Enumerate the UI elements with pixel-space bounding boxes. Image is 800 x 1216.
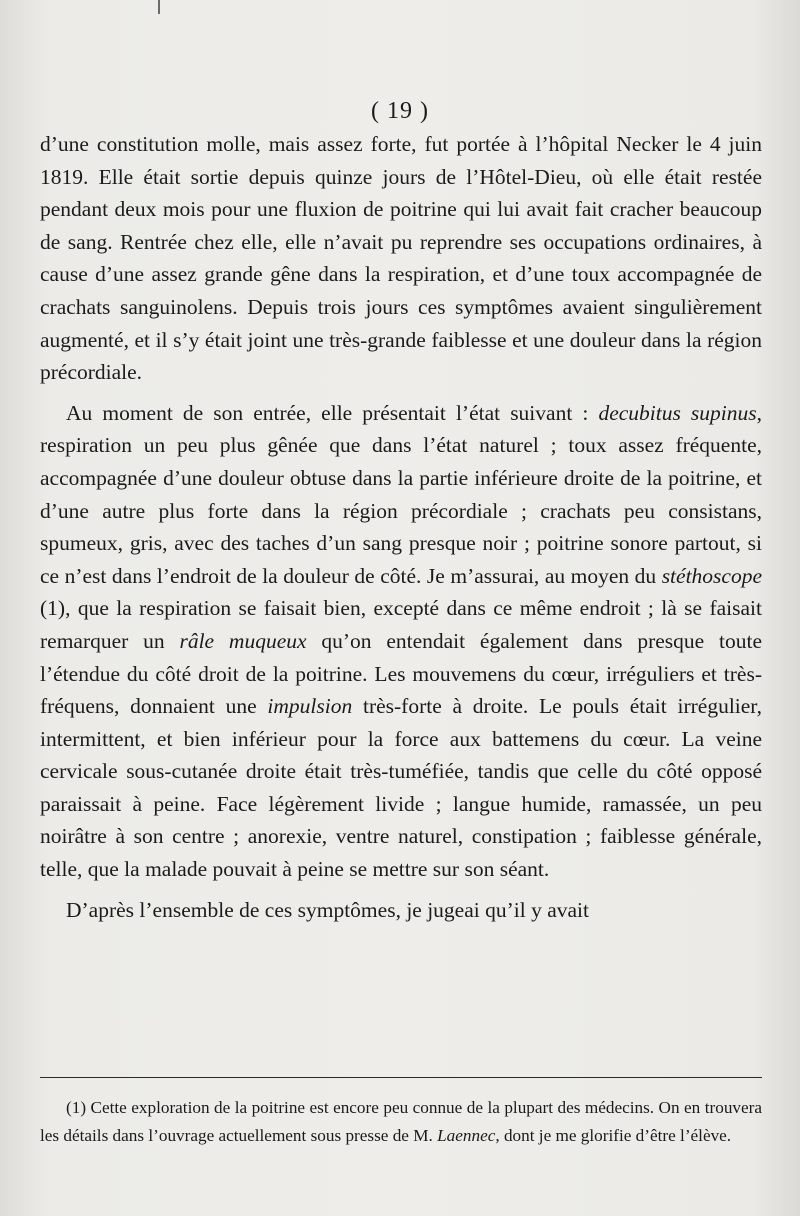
text-italic-run: stéthoscope xyxy=(661,563,762,588)
paragraph-2 xyxy=(40,397,762,886)
text-italic-run: decubitus supinus xyxy=(598,400,757,425)
footnote-run: (1) Cette exploration de la poitrine est encore peu connue de la plupart des médecins. On en trouvera les détails dans l’ouvrage actuellement sous presse de M. xyxy=(40,1098,762,1145)
footnote-run: , dont je me glorifie d’être l’élève. xyxy=(495,1125,732,1145)
text-italic-run: râle muqueux xyxy=(179,628,307,653)
text-italic-run: impulsion xyxy=(267,694,353,719)
text-run: (1), que la respiration se faisait bien, excepté dans ce même endroit ; là se faisait remarquer un xyxy=(40,596,762,653)
paragraph-1 xyxy=(40,128,762,389)
footnote-italic-run: Laennec xyxy=(437,1125,496,1145)
gutter-mark xyxy=(158,0,160,14)
text-run: , respiration un peu plus gênée que dans l’état naturel ; toux assez fréquente, accompagnée d’une douleur obtuse dans la partie inférieure droite de la poitrine, et d’une autre plus forte dans la région précordiale ; crachats peu consistans, spumeux, gris, avec des taches d’un sang presque noir ; poitrine sonore partout, si ce n’est dans l’endroit de la douleur de côté. Je m’assurai, au moyen du xyxy=(40,400,762,588)
page-number: ( 19 ) xyxy=(371,98,429,124)
paragraph-3 xyxy=(40,894,762,927)
text-run: très-forte à droite. Le pouls était irrégulier, intermittent, et bien inférieur pour la force aux battemens du cœur. La veine cervicale sous-cutanée droite était très-tuméfiée, tandis que celle du côté opposé paraissait à peine. Face légèrement livide ; langue humide, ramassée, un peu noirâtre à son centre ; anorexie, ventre naturel, constipation ; faiblesse générale, telle, que la malade pouvait à peine se mettre sur son séant. xyxy=(40,694,762,882)
footnote xyxy=(40,1094,762,1149)
text-run: qu’on entendait également dans presque toute l’étendue du côté droit de la poitrine. Les mouvemens du cœur, irréguliers et très-fréquens, donnaient une xyxy=(40,628,762,719)
text-run: Au moment de son entrée, elle présentait l’état suivant : xyxy=(66,400,599,425)
text-run: D’après l’ensemble de ces symptômes, je jugeai qu’il y avait xyxy=(66,897,590,922)
footnote-text xyxy=(40,1094,762,1149)
text-run: d’une constitution molle, mais assez forte, fut portée à l’hôpital Necker le 4 juin 1819. Elle était sortie depuis quinze jours de l’Hôtel-Dieu, où elle était restée pendant deux mois pour une fluxion de poitrine qui lui avait fait cracher beaucoup de sang. Rentrée chez elle, elle n’avait pu reprendre ses occupations ordinaires, à cause d’une assez grande gêne dans la respiration, et d’une toux accompagnée de crachats sanguinolens. Depuis trois jours ces symptômes avaient singulièrement augmenté, et il s’y était joint une très-grande faiblesse et une douleur dans la région précordiale. xyxy=(40,132,762,385)
body-text xyxy=(40,128,762,926)
footnote-separator xyxy=(40,1077,762,1078)
